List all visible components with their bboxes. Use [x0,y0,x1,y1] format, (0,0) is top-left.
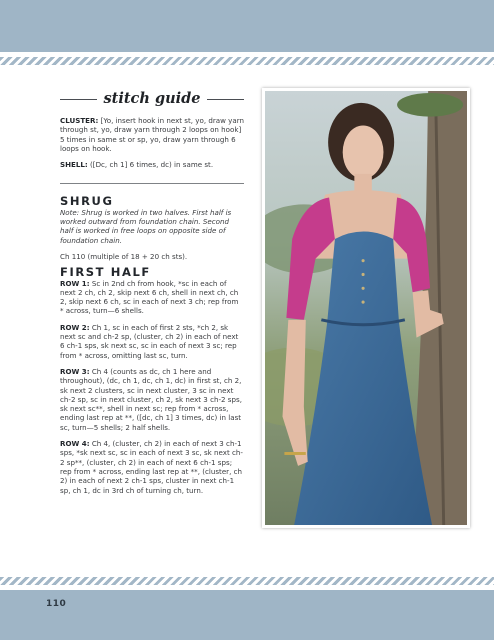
row-2-text: Ch 1, sc in each of first 2 sts, *ch 2, sk next sc and ch-2 sp, (cluster, ch 2) in each of next 6 ch-1 sps, sk next sc, sc in each of next 3 sc; rep from * across, omitting last sc, turn. [60,322,239,360]
row-1-text: Sc in 2nd ch from hook, *sc in each of next 2 ch, ch 2, skip next 6 ch, shell in next ch, ch 2, skip next 6 ch, sc in each of next 3 ch; rep from * across, turn—6 shells. [60,278,239,316]
top-color-band [0,0,494,52]
shell-definition [60,160,244,169]
cluster-text: [Yo, insert hook in next st, yo, draw yarn through st, yo, draw yarn through 2 loops on hook] 5 times in same st or sp, yo, draw yarn through 6 loops on hook. [60,116,244,153]
section-divider [60,183,244,184]
model-photo-illustration [265,91,467,525]
row-2 [60,323,244,360]
row-1-label: ROW 1: [60,278,90,288]
row-4-text: Ch 4, (cluster, ch 2) in each of next 3 ch-1 sps, *sk next sc, sc in each of next 3 sc, sk next ch-2 sp**, (cluster, ch 2) in each of next 6 ch-1 sps; rep from * across, ending last rep at **, (cluster, ch 2) in each of next 2 ch-1 sps, cluster in next ch-1 sp, ch 1, dc in 3rd ch of turning ch, turn. [60,439,243,495]
row-4 [60,439,244,495]
row-3-label: ROW 3: [60,366,90,376]
dress-button [362,273,365,276]
dress-button [362,301,365,304]
face [343,126,384,179]
row-3-text: Ch 4 (counts as dc, ch 1 here and throughout), (dc, ch 1, dc, ch 1, dc) in first st, ch 2, sk next 2 clusters, sc in next cluster, 3 sc in next ch-2 sp, sc in next cluster, ch 2, sk next 3 ch-2 sps, sk next sc**, shell in next sc; rep from * across, ending last rep at **, ([dc, ch 1] 3 times, dc) in last sc, turn—5 shells; 2 half shells. [60,366,242,432]
header-rule-left [60,99,97,100]
stitch-guide-title: stitch guide [103,90,201,108]
model-photo [262,88,470,528]
cluster-label: CLUSTER: [60,116,99,125]
row-3 [60,367,244,432]
stitch-guide-header [60,88,244,110]
shrug-heading: SHRUG [60,194,114,209]
pattern-text-column [60,88,244,502]
row-1 [60,279,244,316]
cluster-definition [60,116,244,153]
bottom-color-band [0,590,494,640]
header-rule-right [207,99,244,100]
row-2-label: ROW 2: [60,322,90,332]
shrug-note: Note: Shrug is worked in two halves. First half is worked outward from foundation chain. Second half is worked in free loops on opposite side of foundation chain. [60,207,232,245]
shell-label: SHELL: [60,160,88,170]
first-half-heading: FIRST HALF [60,265,151,280]
dress-button [362,287,365,290]
row-4-label: ROW 4: [60,439,90,449]
foundation-chain: Ch 110 (multiple of 18 + 20 ch sts). [60,251,188,261]
dress-button [362,259,365,262]
top-rope-border [0,57,494,65]
bracelet [284,452,305,455]
page-number: 110 [46,599,67,609]
tree-leaves [397,93,463,117]
bottom-rope-border [0,577,494,585]
shell-text: ([Dc, ch 1] 6 times, dc) in same st. [87,160,214,170]
